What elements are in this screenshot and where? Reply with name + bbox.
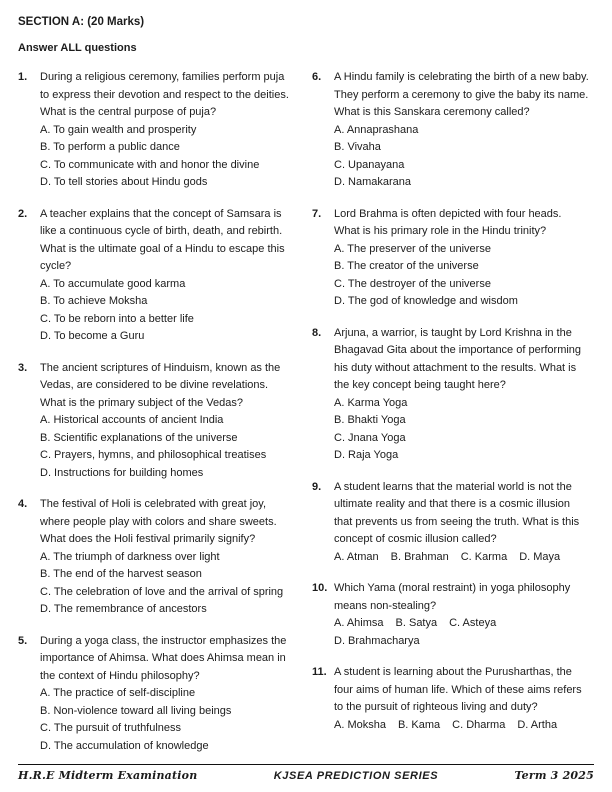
answer-option: A. Historical accounts of ancient India	[40, 414, 224, 426]
question-text: During a yoga class, the instructor emphasizes the importance of Ahimsa. What does Ahimsa mean in the context of Hindu philosophy?	[40, 634, 287, 682]
answer-option: C. Karma	[460, 550, 508, 563]
question	[312, 325, 590, 465]
answer-option: B. The end of the harvest season	[40, 568, 202, 580]
question-head	[18, 360, 296, 413]
question-options	[40, 549, 296, 619]
answer-option: C. Dharma	[452, 718, 506, 731]
answer-option: D. Raja Yoga	[334, 449, 399, 461]
answer-option: A. The preserver of the universe	[334, 242, 491, 255]
answer-option: D. Instructions for building homes	[40, 466, 204, 479]
section-title: SECTION A: (20 Marks)	[18, 16, 145, 28]
question-options	[40, 122, 296, 192]
answer-option: D. Namakarana	[334, 176, 412, 188]
answer-option: C. Prayers, hymns, and philosophical treatises	[40, 449, 267, 461]
answer-option: C. The pursuit of truthfulness	[40, 722, 182, 734]
question	[312, 479, 590, 567]
answer-option: B. Kama	[397, 718, 441, 731]
answer-option: A. Ahimsa	[334, 617, 384, 629]
answer-option: A. To gain wealth and prosperity	[40, 123, 197, 136]
answer-option: C. Upanayana	[334, 158, 405, 171]
question	[18, 633, 296, 756]
right-column	[312, 69, 590, 769]
question-options	[334, 615, 590, 650]
question-number: 4.	[18, 498, 28, 510]
question-head	[312, 325, 590, 395]
question-text: A teacher explains that the concept of Samsara is like a continuous cycle of birth, death, and rebirth. What is the ultimate goal of a Hindu to escape this cycle?	[40, 207, 285, 272]
question-number: 2.	[18, 207, 28, 220]
question	[312, 206, 590, 311]
instruction-text: Answer ALL questions	[18, 42, 137, 54]
question-text: The ancient scriptures of Hinduism, known as the Vedas, are considered to be divine revelations. What is the primary subject of the Vedas?	[40, 361, 281, 409]
answer-option: D. The remembrance of ancestors	[40, 603, 207, 615]
answer-option: B. To achieve Moksha	[40, 295, 148, 307]
question-number: 8.	[312, 326, 322, 339]
question	[18, 496, 296, 619]
question-number: 10.	[312, 582, 328, 594]
answer-option: D. Artha	[517, 718, 558, 731]
question-head	[18, 496, 296, 549]
question-head	[312, 664, 590, 717]
answer-option: B. To perform a public dance	[40, 141, 180, 153]
answer-option: A. Karma Yoga	[334, 396, 408, 409]
answer-option: C. Asteya	[449, 617, 497, 629]
question-number: 7.	[312, 207, 322, 220]
question-text: A Hindu family is celebrating the birth of a new baby. They perform a ceremony to give the baby its name. What is this Sanskara ceremony called?	[334, 71, 589, 118]
answer-option: C. The destroyer of the universe	[334, 277, 491, 290]
question-number: 6.	[312, 71, 322, 83]
answer-option: C. To communicate with and honor the divine	[40, 158, 260, 171]
question-options	[334, 241, 590, 311]
question-head	[18, 69, 296, 122]
question	[18, 69, 296, 192]
answer-option: A. The triumph of darkness over light	[40, 550, 220, 563]
question-options	[40, 276, 296, 346]
answer-option: C. To be reborn into a better life	[40, 312, 194, 325]
footer-exam-title: H.R.E Midterm Examination	[18, 769, 198, 782]
question-text: The festival of Holi is celebrated with great joy, where people play with colors and share sweets. What does the Holi festival primarily signify?	[40, 498, 277, 545]
page-footer	[18, 764, 594, 782]
question-head	[18, 633, 296, 686]
question-options	[40, 412, 296, 482]
question-options	[334, 122, 590, 192]
question-text: Which Yama (moral restraint) in yoga philosophy means non-stealing?	[334, 582, 571, 612]
answer-option: D. To tell stories about Hindu gods	[40, 176, 208, 188]
question-options	[40, 685, 296, 755]
answer-option: D. The god of knowledge and wisdom	[334, 295, 518, 307]
question-text: A student is learning about the Purusharthas, the four aims of human life. Which of these aims refers to the pursuit of righteous living and duty?	[334, 666, 582, 713]
question-columns	[18, 69, 594, 769]
question-options	[334, 549, 590, 567]
question	[312, 580, 590, 650]
answer-option: D. Brahmacharya	[334, 634, 420, 647]
question-number: 9.	[312, 480, 322, 493]
question-head	[312, 69, 590, 122]
question-number: 3.	[18, 361, 28, 374]
answer-option: C. The celebration of love and the arrival of spring	[40, 585, 284, 598]
answer-option: B. Satya	[395, 617, 438, 629]
footer-term: Term 3 2025	[514, 769, 594, 782]
left-column	[18, 69, 296, 769]
question	[18, 360, 296, 483]
question-number: 11.	[312, 666, 327, 678]
question-head	[312, 580, 590, 615]
question-options	[334, 717, 590, 735]
answer-option: D. To become a Guru	[40, 330, 145, 342]
question-head	[312, 206, 590, 241]
answer-option: D. Maya	[519, 550, 561, 563]
answer-option: C. Jnana Yoga	[334, 431, 406, 444]
question-number: 5.	[18, 634, 28, 647]
question-text: Lord Brahma is often depicted with four heads. What is his primary role in the Hindu trinity?	[334, 207, 562, 237]
question	[312, 69, 590, 192]
question-text: Arjuna, a warrior, is taught by Lord Krishna in the Bhagavad Gita about the importance of performing his duty without attachment to the results. What is the key concept being taught here?	[334, 326, 582, 391]
answer-option: A. Annaprashana	[334, 123, 419, 136]
answer-option: B. Non-violence toward all living beings	[40, 704, 232, 717]
question-head	[312, 479, 590, 549]
answer-option: A. Moksha	[334, 718, 386, 731]
footer-series-title: KJSEA PREDICTION SERIES	[273, 770, 439, 782]
answer-option: B. The creator of the universe	[334, 260, 479, 272]
question-text: During a religious ceremony, families perform puja to express their devotion and respect to the deities. What is the central purpose of puja?	[40, 71, 289, 118]
answer-option: A. To accumulate good karma	[40, 277, 186, 290]
question	[18, 206, 296, 346]
answer-option: D. The accumulation of knowledge	[40, 739, 209, 752]
answer-option: A. The practice of self-discipline	[40, 687, 196, 699]
question-number: 1.	[18, 71, 28, 83]
answer-option: B. Scientific explanations of the universe	[40, 431, 238, 444]
answer-option: A. Atman	[334, 550, 379, 563]
answer-option: B. Vivaha	[334, 141, 381, 153]
answer-option: B. Bhakti Yoga	[334, 414, 406, 426]
answer-option: B. Brahman	[390, 550, 449, 563]
question-text: A student learns that the material world is not the ultimate reality and that there is a cosmic illusion that prevents us from seeing the truth. What is this concept of cosmic illusion called?	[334, 480, 580, 545]
question-options	[334, 395, 590, 465]
question	[312, 664, 590, 734]
question-head	[18, 206, 296, 276]
